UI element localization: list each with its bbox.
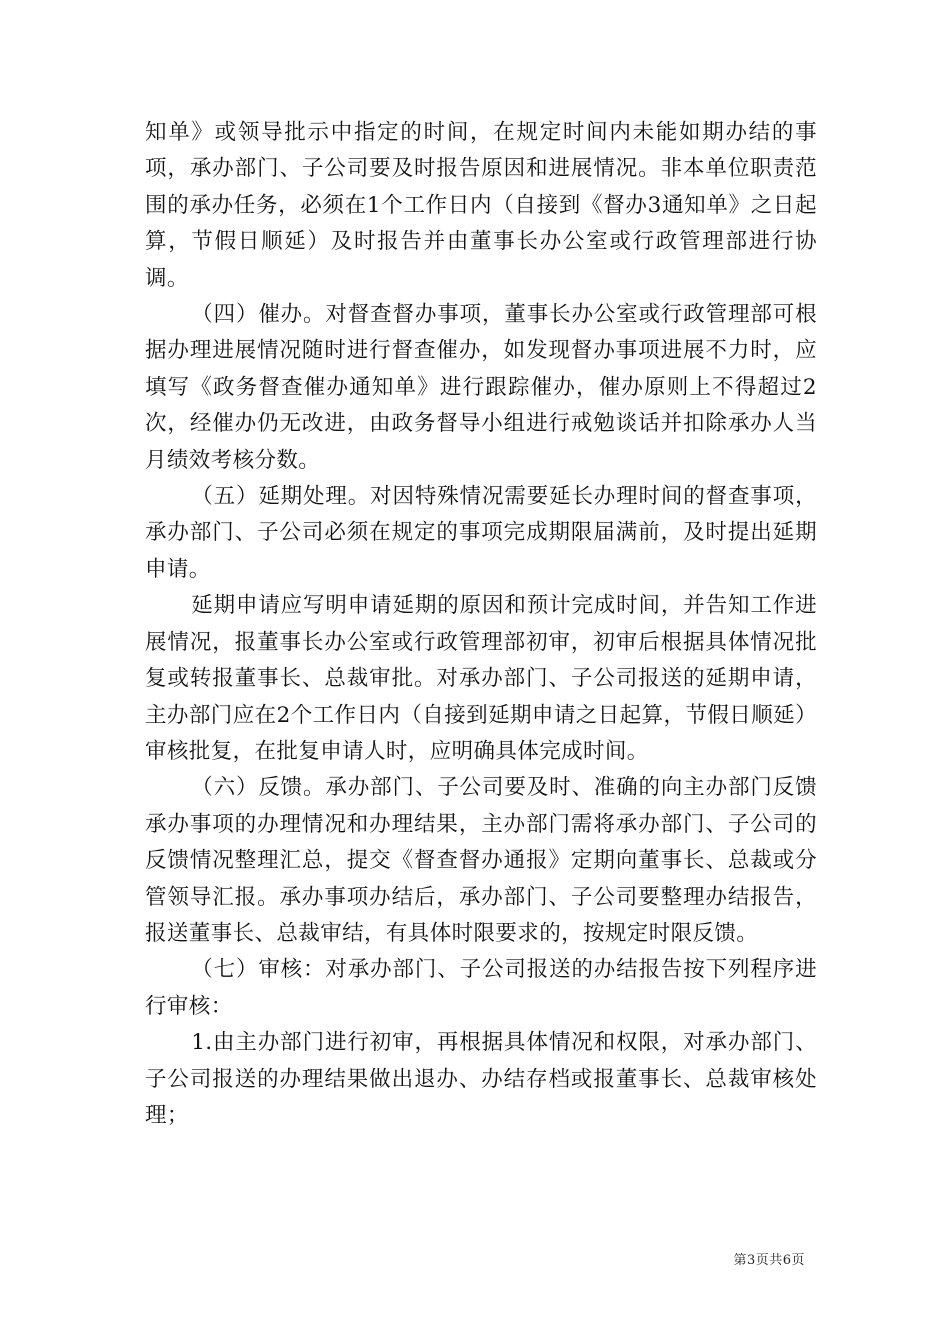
paragraph-continuation: 知单》或领导批示中指定的时间，在规定时间内未能如期办结的事项，承办部门、子公司要及时报告原因和进展情况。非本单位职责范围的承办任务，必须在1个工作日内（自接到《督办3通知单》之日起算，节假日顺延）及时报告并由董事长办公室或行政管理部进行协调。 (145, 120, 817, 291)
paragraph-review: （七）审核：对承办部门、子公司报送的办结报告按下列程序进行审核： (145, 957, 817, 1019)
paragraph-urging: （四）催办。对督查督办事项，董事长办公室或行政管理部可根据办理进展情况随时进行督查催办，如发现督办事项进展不力时，应填写《政务督查催办通知单》进行跟踪催办，催办原则上不得超过2次，经催办仍无改进，由政务督导小组进行戒勉谈话并扣除承办人当月绩效考核分数。 (145, 302, 817, 473)
paragraph-feedback: （六）反馈。承办部门、子公司要及时、准确的向主办部门反馈承办事项的办理情况和办理结果，主办部门需将承办部门、子公司的反馈情况整理汇总，提交《督查督办通报》定期向董事长、总裁或分管领导汇报。承办事项办结后，承办部门、子公司要整理办结报告，报送董事长、总裁审结，有具体时限要求的，按规定时限反馈。 (145, 775, 817, 946)
paragraph-extension: （五）延期处理。对因特殊情况需要延长办理时间的督查事项，承办部门、子公司必须在规定的事项完成期限届满前，及时提出延期申请。 (145, 484, 817, 582)
paragraph-review-step-1: 1.由主办部门进行初审，再根据具体情况和权限，对承办部门、子公司报送的办理结果做出退办、办结存档或报董事长、总裁审核处理； (145, 1030, 817, 1128)
paragraph-extension-application: 延期申请应写明申请延期的原因和预计完成时间，并告知工作进展情况，报董事长办公室或行政管理部初审，初审后根据具体情况批复或转报董事长、总裁审批。对承办部门、子公司报送的延期申请，主办部门应在2个工作日内（自接到延期申请之日起算，节假日顺延）审核批复，在批复申请人时，应明确具体完成时间。 (145, 593, 817, 764)
page-number-footer: 第3页共6页 (733, 1253, 805, 1268)
document-body (145, 115, 817, 1134)
